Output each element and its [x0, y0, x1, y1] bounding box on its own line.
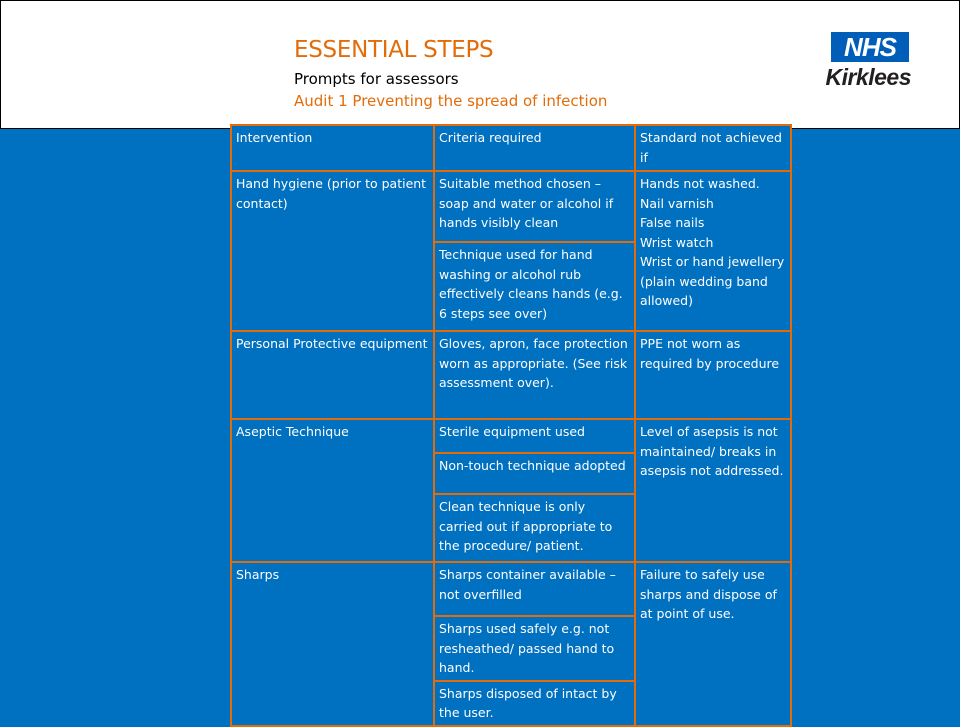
not-achieved-line: Wrist or hand jewellery (plain wedding band allowed)	[640, 254, 785, 308]
header-criteria: Criteria required	[434, 125, 635, 171]
ppe-intervention: Personal Protective equipment	[231, 331, 434, 419]
aseptic-criteria-3: Clean technique is only carried out if appropriate to the procedure/ patient.	[434, 494, 635, 562]
not-achieved-line: Hands not washed.	[640, 176, 760, 191]
ppe-criteria: Gloves, apron, face protection worn as appropriate. (See risk assessment over).	[434, 331, 635, 419]
header	[0, 0, 960, 129]
not-achieved-line: Wrist watch	[640, 234, 714, 250]
sharps-criteria-3: Sharps disposed of intact by the user.	[434, 681, 635, 726]
audit-table	[230, 124, 792, 727]
nhs-kirklees-logo	[817, 32, 911, 96]
header-not-achieved: Standard not achieved if	[635, 125, 791, 171]
sharps-intervention: Sharps	[231, 562, 434, 726]
hand-hygiene-intervention: Hand hygiene (prior to patient contact)	[231, 171, 434, 331]
page-title: ESSENTIAL STEPS	[294, 37, 494, 63]
hand-hygiene-criteria-1: Suitable method chosen – soap and water or alcohol if hands visibly clean	[434, 171, 635, 242]
hand-hygiene-not-achieved	[635, 171, 791, 331]
table-row	[231, 331, 791, 419]
nhs-logo-box: NHS	[831, 32, 909, 62]
aseptic-intervention: Aseptic Technique	[231, 419, 434, 562]
table-header-row	[231, 125, 791, 171]
hand-hygiene-criteria-2: Technique used for hand washing or alcohol rub effectively cleans hands (e.g. 6 steps see over)	[434, 242, 635, 331]
not-achieved-line: False nails	[640, 215, 705, 230]
sharps-criteria-2: Sharps used safely e.g. not resheathed/ passed hand to hand.	[434, 616, 635, 681]
aseptic-not-achieved: Level of asepsis is not maintained/ breaks in asepsis not addressed.	[635, 419, 791, 562]
table-row	[231, 171, 791, 242]
table-row	[231, 562, 791, 616]
ppe-not-achieved: PPE not worn as required by procedure	[635, 331, 791, 419]
not-achieved-line: Nail varnish	[640, 195, 714, 211]
sharps-criteria-1: Sharps container available – not overfilled	[434, 562, 635, 616]
sharps-not-achieved: Failure to safely use sharps and dispose of at point of use.	[635, 562, 791, 726]
table-row	[231, 419, 791, 453]
header-intervention: Intervention	[231, 125, 434, 171]
aseptic-criteria-2: Non-touch technique adopted	[434, 453, 635, 494]
kirklees-logo-text: Kirklees	[825, 64, 911, 90]
page-subtitle: Prompts for assessors	[294, 70, 459, 88]
aseptic-criteria-1: Sterile equipment used	[434, 419, 635, 453]
audit-title: Audit 1 Preventing the spread of infection	[294, 92, 608, 110]
